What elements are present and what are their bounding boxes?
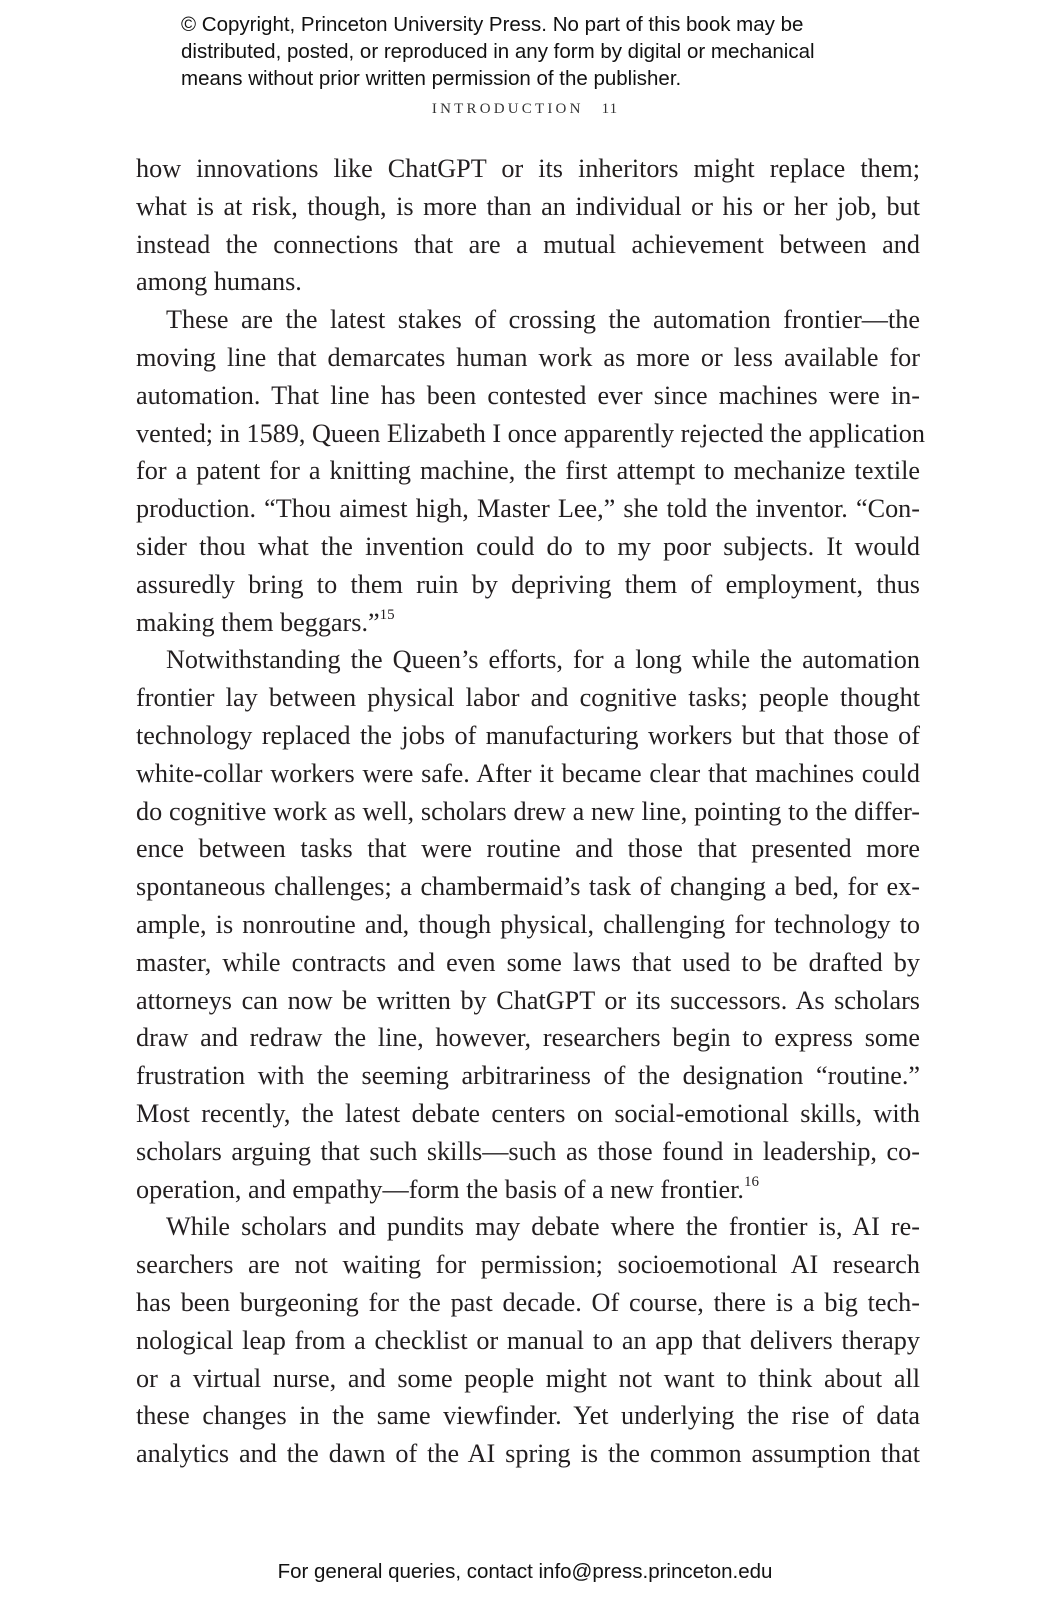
paragraph [136,150,920,301]
text-line: production. “Thou aimest high, Master Lee,” she told the inventor. “Con- [136,494,920,524]
paragraph [136,641,920,1208]
text-line: analytics and the dawn of the AI spring is the common assumption that [136,1439,920,1469]
footer-contact: For general queries, contact info@press.princeton.edu [277,1560,773,1583]
text-line-content: making them beggars.” [136,607,380,637]
text-line: While scholars and pundits may debate where the frontier is, AI re- [166,1212,920,1242]
footnote-marker[interactable]: 15 [379,606,395,623]
paragraph [136,301,925,641]
text-line [136,1171,920,1209]
text-line: these changes in the same viewfinder. Yet underlying the rise of data [136,1401,920,1431]
text-line: spontaneous challenges; a chambermaid’s task of changing a bed, for ex- [136,872,920,902]
copyright-line: means without prior written permission of the publisher. [181,67,682,90]
running-head-section: INTRODUCTION [431,101,584,117]
text-line: attorneys can now be written by ChatGPT or its successors. As scholars [136,985,920,1015]
text-line: has been burgeoning for the past decade. Of course, there is a big tech- [136,1287,920,1317]
text-line: for a patent for a knitting machine, the first attempt to mechanize textile [136,456,920,486]
text-line: scholars arguing that such skills—such as those found in leadership, co- [136,1136,920,1166]
text-line: sider thou what the invention could do to my poor subjects. It would [136,531,920,561]
running-head [0,101,1050,118]
text-line: technology replaced the jobs of manufacturing workers but that those of [136,720,920,750]
text-line: searchers are not waiting for permission; socioemotional AI research [136,1250,920,1280]
text-line: how innovations like ChatGPT or its inheritors might replace them; [136,154,920,183]
text-line: among humans. [136,267,302,297]
text-line: white-collar workers were safe. After it became clear that machines could [136,758,920,788]
text-line: draw and redraw the line, however, researchers begin to express some [136,1023,920,1053]
page-number: 11 [601,101,619,117]
paragraph [136,1208,920,1473]
text-line: what is at risk, though, is more than an individual or his or her job, but [136,191,920,221]
text-line: or a virtual nurse, and some people might not want to think about all [136,1363,920,1393]
copyright-notice [181,11,901,92]
text-line: do cognitive work as well, scholars drew a new line, pointing to the differ- [136,796,920,826]
text-line [136,604,920,642]
text-line: instead the connections that are a mutual achievement between and [136,229,920,259]
copyright-line: © Copyright, Princeton University Press. No part of this book may be [181,13,804,36]
text-line: ence between tasks that were routine and those that presented more [136,834,920,864]
text-line: master, while contracts and even some laws that used to be drafted by [136,947,920,977]
text-line-content: operation, and empathy—form the basis of a new frontier. [136,1174,744,1204]
text-line: ample, is nonroutine and, though physical, challenging for technology to [136,909,920,939]
footnote-marker[interactable]: 16 [743,1173,759,1190]
text-line: Notwithstanding the Queen’s efforts, for a long while the automation [166,645,920,675]
text-line: automation. That line has been contested ever since machines were in- [136,380,920,410]
text-line: These are the latest stakes of crossing the automation frontier—the [166,305,920,335]
copyright-line: distributed, posted, or reproduced in any form by digital or mechanical [181,40,815,63]
text-line: vented; in 1589, Queen Elizabeth I once apparently rejected the application [136,418,925,448]
text-line: frustration with the seeming arbitrariness of the designation “routine.” [136,1061,920,1091]
body-text [136,150,925,1473]
text-line: Most recently, the latest debate centers on social-emotional skills, with [136,1098,920,1128]
text-line: frontier lay between physical labor and cognitive tasks; people thought [136,683,920,713]
text-line: nological leap from a checklist or manual to an app that delivers therapy [136,1325,920,1355]
text-line: moving line that demarcates human work as more or less available for [136,342,920,372]
text-line: assuredly bring to them ruin by depriving them of employment, thus [136,569,920,599]
